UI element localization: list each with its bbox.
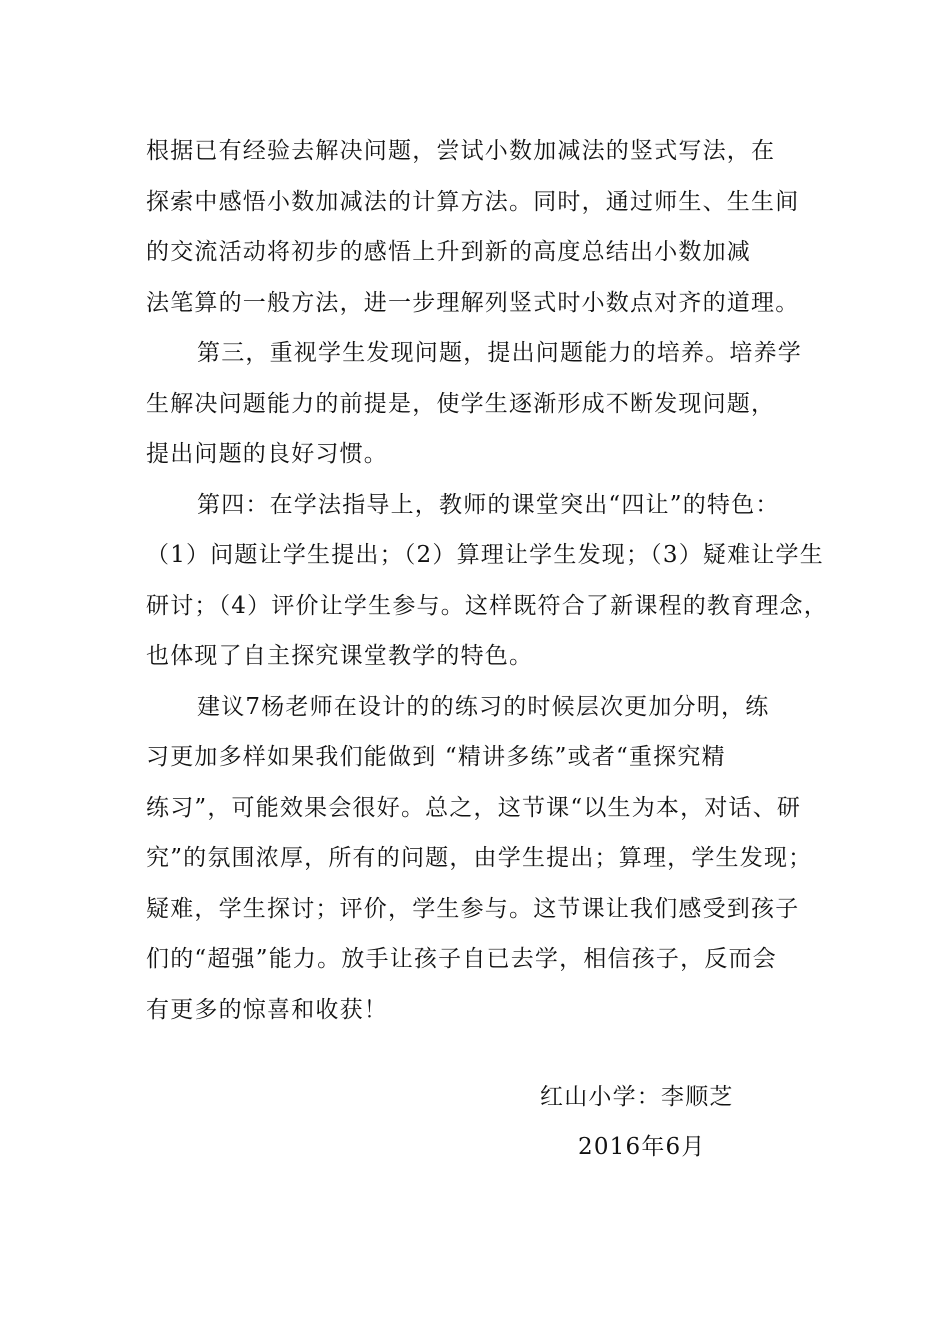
paragraph-line: 究”的氛围浓厚，所有的问题，由学生提出；算理，学生发现； <box>146 845 813 871</box>
paragraph-line: 的交流活动将初步的感悟上升到新的高度总结出小数加减 <box>146 239 751 265</box>
paragraph-line: （1）问题让学生提出；（2）算理让学生发现；（3）疑难让学生 <box>146 542 824 568</box>
paragraph-line: 第四：在学法指导上，教师的课堂突出“四让”的特色： <box>197 491 780 518</box>
paragraph-line: 疑难，学生探讨；评价，学生参与。这节课让我们感受到孩子 <box>146 895 800 922</box>
paragraph-line: 提出问题的良好习惯。 <box>146 441 388 467</box>
paragraph-line: 也体现了自主探究课堂教学的特色。 <box>146 643 534 669</box>
paragraph-line: 探索中感悟小数加减法的计算方法。同时，通过师生、生生间 <box>146 188 800 215</box>
signature-school-author: 红山小学：李顺芝 <box>540 1084 734 1110</box>
body-text <box>146 134 826 1043</box>
paragraph-line: 练习”，可能效果会很好。总之，这节课“以生为本，对话、研 <box>146 794 802 821</box>
paragraph-line: 研讨；（4）评价让学生参与。这样既符合了新课程的教育理念， <box>146 592 828 619</box>
paragraph-line: 第三，重视学生发现问题，提出问题能力的培养。培养学 <box>197 340 802 366</box>
paragraph-line: 生解决问题能力的前提是，使学生逐渐形成不断发现问题， <box>146 390 776 417</box>
paragraph-line: 有更多的惊喜和收获！ <box>146 996 388 1023</box>
paragraph-line: 法笔算的一般方法，进一步理解列竖式时小数点对齐的道理。 <box>146 289 800 316</box>
paragraph-line: 们的“超强”能力。放手让孩子自已去学，相信孩子，反而会 <box>146 946 777 972</box>
paragraph-line: 建议7杨老师在设计的的练习的时候层次更加分明，练 <box>197 693 770 720</box>
paragraph-line: 习更加多样如果我们能做到 “精讲多练”或者“重探究精 <box>146 744 726 770</box>
signature-date: 2016年6月 <box>578 1134 706 1160</box>
paragraph-line: 根据已有经验去解决问题，尝试小数加减法的竖式写法，在 <box>146 138 776 164</box>
